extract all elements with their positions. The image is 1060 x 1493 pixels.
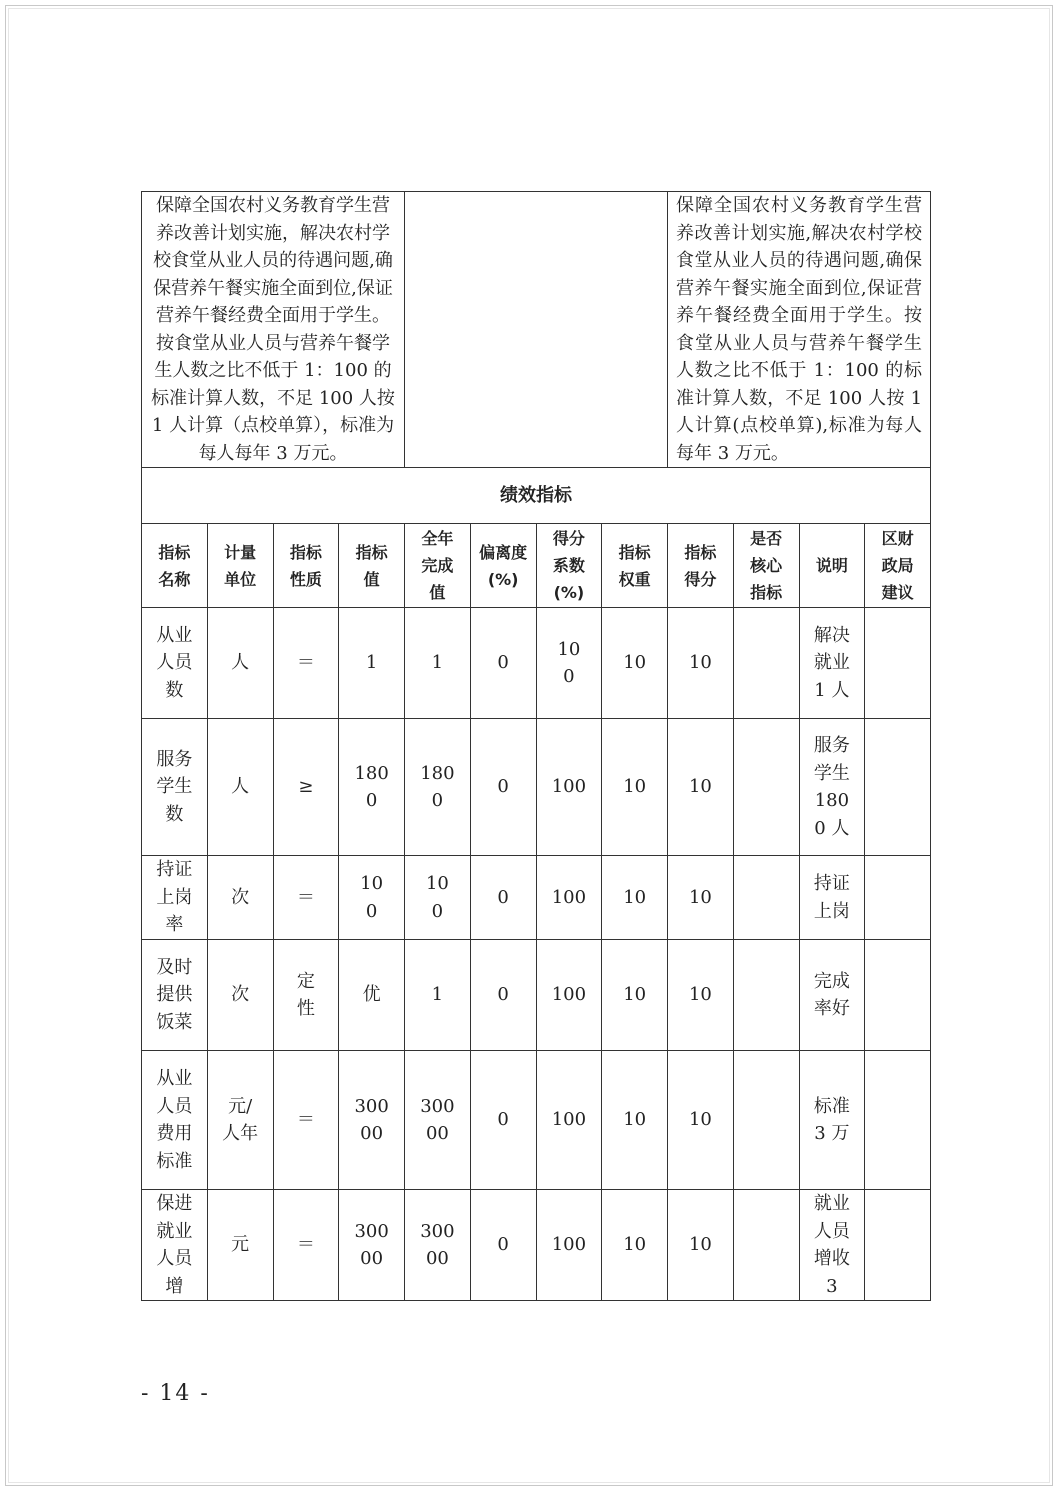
header-cell: 指标性质 [273,524,339,608]
section-title: 绩效指标 [142,468,931,524]
unit: 人 [231,776,250,798]
deviation: 0 [497,1234,509,1256]
goal-right-cell [668,192,931,468]
actual-value: 1800 [420,762,455,811]
target-value: 100 [360,873,384,922]
score: 10 [688,984,712,1006]
indicator-name: 及时提供饭菜 [156,956,193,1033]
score: 10 [688,886,712,908]
performance-table [141,191,931,1301]
nature: ≥ [298,776,314,798]
header-cell: 计量单位 [207,524,273,608]
table-row [142,608,931,719]
nature: ＝ [296,652,315,674]
target-value: 30000 [354,1095,389,1144]
header-cell: 偏离度(%) [470,524,536,608]
target-value: 优 [362,984,381,1006]
deviation: 0 [497,984,509,1006]
goal-left-text: 保障全国农村义务教育学生营养改善计划实施，解决农村学校食堂从业人员的待遇问题,确保营养午餐实施全面到位,保证营养午餐经费全面用于学生。按食堂从业人员与营养午餐学生人数之比不低于 1：100 的标准计算人数，不足 100 人按 1 人计算（点校单算），标准为每人每年 3 万元。 [151,195,395,464]
description: 服务学生 1800 人 [813,735,850,839]
header-cell: 指标得分 [668,524,734,608]
weight: 10 [623,1109,647,1131]
actual-value: 30000 [420,1220,455,1269]
table-row [142,940,931,1051]
score: 10 [688,652,712,674]
actual-value: 1 [431,652,444,674]
unit: 元 [231,1234,250,1256]
unit: 次 [231,984,250,1006]
score-coefficient: 100 [557,638,581,687]
score: 10 [688,1234,712,1256]
target-value: 1800 [354,762,389,811]
weight: 10 [623,776,647,798]
score: 10 [688,1109,712,1131]
page-number: - 14 - [141,1381,210,1406]
deviation: 0 [497,776,509,798]
nature: ＝ [296,1109,315,1131]
target-value: 30000 [354,1220,389,1269]
unit: 人 [231,652,250,674]
score-coefficient: 100 [551,1109,587,1131]
description: 完成率好 [813,970,850,1019]
table-row [142,719,931,856]
header-cell: 全年完成值 [405,524,471,608]
header-cell: 得分系数(%) [536,524,602,608]
indicator-name: 服务学生数 [156,748,193,825]
deviation: 0 [497,886,509,908]
header-cell: 说明 [799,524,865,608]
unit: 次 [231,886,250,908]
header-cell: 是否核心指标 [733,524,799,608]
actual-value: 30000 [420,1095,455,1144]
header-cell: 指标值 [339,524,405,608]
indicator-name: 保进就业人员增 [156,1193,193,1297]
deviation: 0 [497,1109,509,1131]
unit: 元/人年 [222,1095,259,1144]
actual-value: 100 [425,873,449,922]
header-cell: 指标权重 [602,524,668,608]
table-row [142,1051,931,1190]
indicator-name: 从业人员费用标准 [156,1068,193,1172]
goal-middle-cell [405,192,668,468]
goal-left-cell [142,192,405,468]
score-coefficient: 100 [551,984,587,1006]
indicator-name: 持证上岗率 [156,859,193,936]
score: 10 [688,776,712,798]
actual-value: 1 [431,984,444,1006]
deviation: 0 [497,652,509,674]
description: 标准 3 万 [813,1095,850,1144]
weight: 10 [623,886,647,908]
description: 就业人员增收 3 [813,1193,850,1297]
goal-right-text: 保障全国农村义务教育学生营养改善计划实施,解决农村学校食堂从业人员的待遇问题,确保营养午餐实施全面到位,保证营养午餐经费全面用于学生。按食堂从业人员与营养午餐学生人数之比不低于 1：100 的标准计算人数，不足 100 人按 1 人计算(点校单算),标准为每人每年 3 万元。 [676,195,923,464]
weight: 10 [623,652,647,674]
header-row [142,524,931,608]
table-row [142,856,931,940]
description: 持证上岗 [813,873,850,922]
description: 解决就业 1 人 [813,624,850,701]
weight: 10 [623,1234,647,1256]
score-coefficient: 100 [551,1234,587,1256]
header-cell: 指标名称 [142,524,208,608]
nature: 定性 [296,970,315,1019]
weight: 10 [623,984,647,1006]
section-row [142,468,931,524]
table-row [142,1190,931,1301]
score-coefficient: 100 [551,886,587,908]
score-coefficient: 100 [551,776,587,798]
header-cell: 区财政局建议 [865,524,931,608]
nature: ＝ [296,1234,315,1256]
indicator-name: 从业人员数 [156,624,193,701]
nature: ＝ [296,886,315,908]
target-value: 1 [365,652,378,674]
goal-row [142,192,931,468]
